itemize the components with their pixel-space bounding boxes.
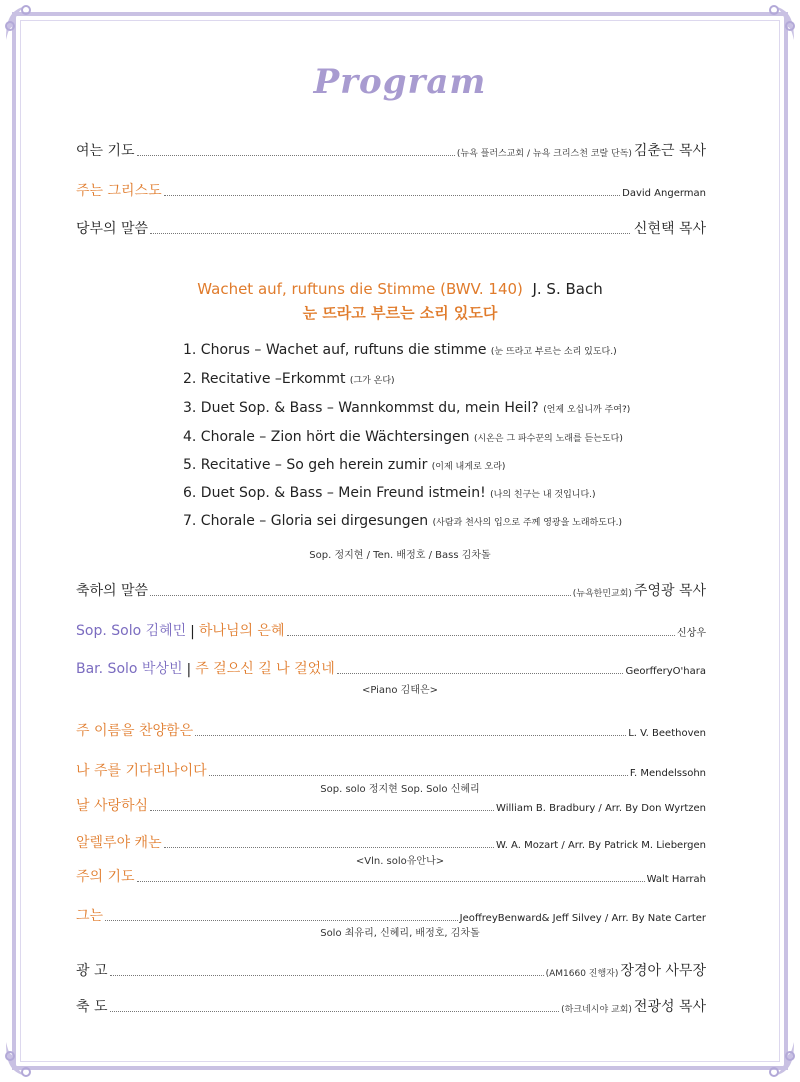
item-composer: Walt Harrah (646, 874, 706, 885)
item-note: (하크네시야 교회) (561, 1005, 632, 1015)
item-label: 알렐루야 캐논 (76, 835, 162, 851)
program-item-choir-5 (76, 866, 706, 886)
cantata-composer: J. S. Bach (532, 280, 603, 298)
page-title: Program (313, 62, 487, 102)
program-item-benediction (76, 996, 706, 1016)
leader-dots (287, 635, 676, 636)
program-item-choir-3 (76, 795, 706, 815)
program-item-sop-solo (76, 620, 706, 640)
movement-text: 5. Recitative – So geh herein zumir (183, 457, 428, 473)
leader-dots (137, 155, 455, 156)
item-performer: 장경아 사무장 (620, 963, 706, 979)
solo-separator: | (190, 624, 195, 640)
movement-korean: (눈 뜨라고 부르는 소리 있도다.) (490, 347, 617, 357)
movement-text: 2. Recitative –Erkommt (183, 371, 346, 387)
item-performer: 신현택 목사 (633, 221, 706, 237)
item-label: 여는 기도 (76, 143, 135, 159)
movement-text: 3. Duet Sop. & Bass – Wannkommst du, mein Heil? (183, 400, 539, 416)
solo-song: 주 걸으신 길 나 걸었네 (195, 661, 335, 677)
item-label: 날 사랑하심 (76, 798, 149, 814)
leader-dots (137, 881, 645, 882)
item-note: (뉴욕 플러스교회 / 뉴욕 크리스천 코랄 단독) (456, 149, 632, 159)
solo-song: 하나님의 은혜 (198, 623, 285, 639)
item-note: (AM1660 진행자) (545, 969, 619, 979)
item-composer: 신상우 (677, 628, 706, 639)
program-item-announcements (76, 960, 706, 980)
cantata-title: Wachet auf, ruftuns die Stimme (BWV. 140) (197, 280, 523, 298)
cantata-title-line (0, 280, 800, 298)
leader-dots (195, 735, 626, 736)
movement-5 (183, 457, 505, 473)
cantata-subtitle: 눈 뜨라고 부르는 소리 있도다 (302, 304, 498, 322)
leader-dots (209, 775, 628, 776)
corner-ornament-icon (0, 0, 46, 46)
item-composer: JeoffreyBenward& Jeff Silvey / Arr. By Nate Carter (459, 913, 706, 924)
movement-korean: (이제 내게로 오라) (431, 462, 506, 472)
item-note: (뉴욕한민교회) (572, 589, 632, 599)
movement-3 (183, 400, 630, 416)
movement-text: 1. Chorus – Wachet auf, ruftuns die stimme (183, 342, 487, 358)
program-item-choir-6 (76, 905, 706, 925)
item-label: 그는 (76, 908, 104, 924)
program-item-choir-2 (76, 760, 706, 780)
movement-korean: (언제 오십니까 주여?) (543, 405, 631, 415)
choir-2-soloists: Sop. solo 정지현 Sop. Solo 신혜리 (320, 784, 480, 795)
item-label: 주의 기도 (76, 869, 135, 885)
movement-2 (183, 371, 395, 387)
cantata-soloists: Sop. 정지현 / Ten. 배정호 / Bass 김차돌 (309, 550, 491, 561)
movement-6 (183, 485, 596, 501)
program-item-choir-4 (76, 832, 706, 852)
solo-separator: | (186, 662, 192, 678)
leader-dots (150, 595, 571, 596)
item-label: 주 이름을 찬양함은 (76, 723, 194, 739)
corner-ornament-icon (754, 0, 800, 46)
item-label: 축하의 말씀 (76, 583, 149, 599)
item-label: 축 도 (76, 999, 108, 1015)
movement-text: 6. Duet Sop. & Bass – Mein Freund istmein! (183, 485, 486, 501)
item-composer: F. Mendelssohn (629, 768, 706, 779)
solo-performer: Bar. Solo 박상빈 (76, 661, 183, 677)
movement-4 (183, 429, 623, 445)
item-performer: 전광성 목사 (633, 999, 706, 1015)
program-item-christ (76, 180, 706, 200)
movement-korean: (그가 온다) (349, 376, 395, 386)
item-label: 주는 그리스도 (76, 183, 162, 199)
item-composer: David Angerman (622, 188, 706, 199)
item-label: 나 주를 기다리나이다 (76, 763, 207, 779)
program-item-bar-solo (76, 658, 706, 678)
item-label: 당부의 말씀 (76, 221, 149, 237)
item-composer: W. A. Mozart / Arr. By Patrick M. Liebergen (495, 840, 706, 851)
item-performer: 주영광 목사 (633, 583, 706, 599)
item-label: 광 고 (76, 963, 108, 979)
leader-dots (337, 673, 624, 674)
item-performer: 김춘근 목사 (633, 143, 706, 159)
leader-dots (164, 195, 621, 196)
leader-dots (150, 810, 494, 811)
item-composer: William B. Bradbury / Arr. By Don Wyrtzen (496, 803, 706, 814)
movement-korean: (시온은 그 파수꾼의 노래를 듣는도다) (473, 434, 623, 444)
solo-performer: Sop. Solo 김혜민 (76, 623, 187, 639)
program-item-opening-prayer (76, 140, 706, 160)
movement-7 (183, 513, 622, 529)
program-item-choir-1 (76, 720, 706, 740)
movement-korean: (사람과 천사의 입으로 주께 영광을 노래하도다.) (432, 518, 623, 528)
choir-4-violin: <Vln. solo유안나> (355, 856, 445, 867)
item-composer: L. V. Beethoven (628, 728, 706, 739)
leader-dots (150, 233, 630, 234)
leader-dots (110, 1011, 560, 1012)
corner-ornament-icon (0, 1036, 46, 1082)
leader-dots (105, 920, 458, 921)
movement-korean: (나의 친구는 내 것입니다.) (490, 490, 596, 500)
item-composer: GeorfferyO'hara (625, 666, 706, 677)
movement-1 (183, 342, 617, 358)
corner-ornament-icon (754, 1036, 800, 1082)
choir-6-soloists: Solo 최유리, 신혜리, 배정호, 김차돌 (320, 928, 480, 939)
bar-solo-accompanist: <Piano 김태은> (361, 685, 439, 696)
program-item-congrats (76, 580, 706, 600)
leader-dots (110, 975, 544, 976)
movement-text: 4. Chorale – Zion hört die Wächtersingen (183, 429, 470, 445)
leader-dots (164, 847, 494, 848)
movement-text: 7. Chorale – Gloria sei dirgesungen (183, 513, 429, 529)
program-item-exhortation (76, 218, 706, 238)
